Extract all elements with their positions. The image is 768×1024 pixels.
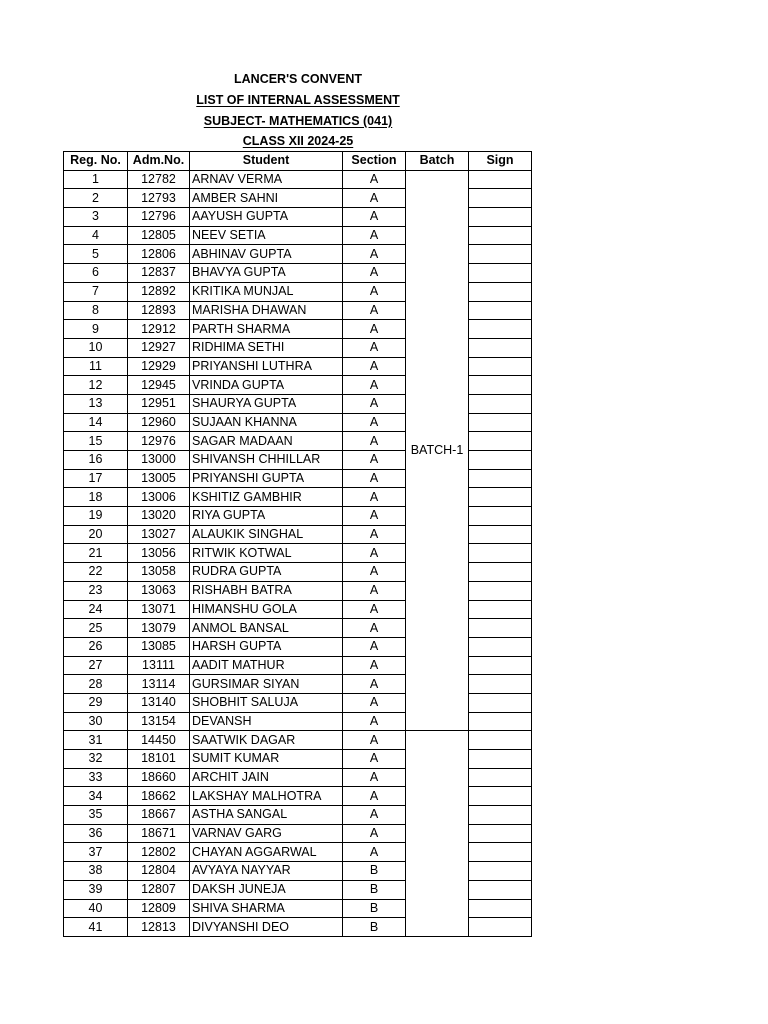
- student-name-cell: MARISHA DHAWAN: [190, 301, 343, 320]
- student-name-cell: CHAYAN AGGARWAL: [190, 843, 343, 862]
- section-cell: A: [343, 170, 406, 189]
- adm-no-cell: 12804: [128, 862, 190, 881]
- adm-no-cell: 12929: [128, 357, 190, 376]
- sign-field[interactable]: [469, 563, 532, 582]
- student-name-cell: SHAURYA GUPTA: [190, 394, 343, 413]
- sign-field[interactable]: [469, 413, 532, 432]
- reg-no-cell: 40: [64, 899, 128, 918]
- section-cell: A: [343, 619, 406, 638]
- adm-no-cell: 12782: [128, 170, 190, 189]
- reg-no-cell: 35: [64, 806, 128, 825]
- adm-no-cell: 13140: [128, 693, 190, 712]
- adm-no-cell: 12945: [128, 376, 190, 395]
- sign-field[interactable]: [469, 226, 532, 245]
- reg-no-cell: 28: [64, 675, 128, 694]
- col-student: Student: [190, 152, 343, 171]
- student-name-cell: AADIT MATHUR: [190, 656, 343, 675]
- adm-no-cell: 13079: [128, 619, 190, 638]
- adm-no-cell: 12960: [128, 413, 190, 432]
- student-name-cell: SHIVA SHARMA: [190, 899, 343, 918]
- reg-no-cell: 33: [64, 768, 128, 787]
- section-cell: B: [343, 880, 406, 899]
- reg-no-cell: 41: [64, 918, 128, 937]
- student-name-cell: SHIVANSH CHHILLAR: [190, 451, 343, 470]
- student-name-cell: SUMIT KUMAR: [190, 750, 343, 769]
- student-name-cell: DEVANSH: [190, 712, 343, 731]
- adm-no-cell: 12927: [128, 338, 190, 357]
- student-name-cell: RIDHIMA SETHI: [190, 338, 343, 357]
- class-title: CLASS XII 2024-25: [242, 134, 354, 148]
- adm-no-cell: 12892: [128, 282, 190, 301]
- table-header-row: [64, 152, 532, 171]
- reg-no-cell: 5: [64, 245, 128, 264]
- adm-no-cell: 13000: [128, 451, 190, 470]
- reg-no-cell: 6: [64, 264, 128, 283]
- adm-no-cell: 13154: [128, 712, 190, 731]
- reg-no-cell: 30: [64, 712, 128, 731]
- section-cell: A: [343, 320, 406, 339]
- section-cell: A: [343, 843, 406, 862]
- section-cell: A: [343, 750, 406, 769]
- section-cell: A: [343, 787, 406, 806]
- student-name-cell: RITWIK KOTWAL: [190, 544, 343, 563]
- reg-no-cell: 14: [64, 413, 128, 432]
- student-name-cell: KRITIKA MUNJAL: [190, 282, 343, 301]
- section-cell: A: [343, 338, 406, 357]
- reg-no-cell: 3: [64, 208, 128, 227]
- sign-field[interactable]: [469, 693, 532, 712]
- sign-field[interactable]: [469, 432, 532, 451]
- student-name-cell: AMBER SAHNI: [190, 189, 343, 208]
- section-cell: A: [343, 581, 406, 600]
- adm-no-cell: 18667: [128, 806, 190, 825]
- adm-no-cell: 12807: [128, 880, 190, 899]
- col-reg-no: Reg. No.: [64, 152, 128, 171]
- adm-no-cell: 12806: [128, 245, 190, 264]
- section-cell: A: [343, 413, 406, 432]
- section-cell: A: [343, 245, 406, 264]
- adm-no-cell: 12805: [128, 226, 190, 245]
- reg-no-cell: 15: [64, 432, 128, 451]
- section-cell: B: [343, 862, 406, 881]
- batch-cell: BATCH-1: [406, 170, 469, 731]
- adm-no-cell: 13006: [128, 488, 190, 507]
- adm-no-cell: 18662: [128, 787, 190, 806]
- reg-no-cell: 38: [64, 862, 128, 881]
- student-name-cell: PRIYANSHI LUTHRA: [190, 357, 343, 376]
- reg-no-cell: 16: [64, 451, 128, 470]
- reg-no-cell: 19: [64, 507, 128, 526]
- sign-field[interactable]: [469, 899, 532, 918]
- section-cell: A: [343, 637, 406, 656]
- student-name-cell: RUDRA GUPTA: [190, 563, 343, 582]
- reg-no-cell: 18: [64, 488, 128, 507]
- col-sign: Sign: [469, 152, 532, 171]
- reg-no-cell: 17: [64, 469, 128, 488]
- school-name: LANCER'S CONVENT: [234, 72, 362, 86]
- reg-no-cell: 1: [64, 170, 128, 189]
- adm-no-cell: 13071: [128, 600, 190, 619]
- student-name-cell: SAGAR MADAAN: [190, 432, 343, 451]
- section-cell: A: [343, 824, 406, 843]
- sign-field[interactable]: [469, 301, 532, 320]
- sign-field[interactable]: [469, 918, 532, 937]
- sign-field[interactable]: [469, 637, 532, 656]
- section-cell: A: [343, 675, 406, 694]
- section-cell: A: [343, 469, 406, 488]
- student-name-cell: HARSH GUPTA: [190, 637, 343, 656]
- reg-no-cell: 29: [64, 693, 128, 712]
- table-row: [64, 170, 532, 189]
- student-name-cell: AAYUSH GUPTA: [190, 208, 343, 227]
- reg-no-cell: 7: [64, 282, 128, 301]
- reg-no-cell: 11: [64, 357, 128, 376]
- section-cell: A: [343, 731, 406, 750]
- section-cell: A: [343, 264, 406, 283]
- reg-no-cell: 34: [64, 787, 128, 806]
- student-name-cell: SAATWIK DAGAR: [190, 731, 343, 750]
- col-batch: Batch: [406, 152, 469, 171]
- student-name-cell: ASTHA SANGAL: [190, 806, 343, 825]
- reg-no-cell: 4: [64, 226, 128, 245]
- reg-no-cell: 39: [64, 880, 128, 899]
- adm-no-cell: 12837: [128, 264, 190, 283]
- sign-field[interactable]: [469, 394, 532, 413]
- reg-no-cell: 21: [64, 544, 128, 563]
- section-cell: A: [343, 394, 406, 413]
- sign-field[interactable]: [469, 208, 532, 227]
- reg-no-cell: 26: [64, 637, 128, 656]
- adm-no-cell: 12796: [128, 208, 190, 227]
- adm-no-cell: 12793: [128, 189, 190, 208]
- reg-no-cell: 10: [64, 338, 128, 357]
- student-name-cell: ANMOL BANSAL: [190, 619, 343, 638]
- batch-cell-empty: [406, 731, 469, 937]
- sign-field[interactable]: [469, 619, 532, 638]
- adm-no-cell: 18671: [128, 824, 190, 843]
- section-cell: A: [343, 189, 406, 208]
- sign-field[interactable]: [469, 843, 532, 862]
- student-name-cell: PARTH SHARMA: [190, 320, 343, 339]
- student-name-cell: SUJAAN KHANNA: [190, 413, 343, 432]
- student-name-cell: NEEV SETIA: [190, 226, 343, 245]
- reg-no-cell: 36: [64, 824, 128, 843]
- student-name-cell: AVYAYA NAYYAR: [190, 862, 343, 881]
- section-cell: A: [343, 451, 406, 470]
- reg-no-cell: 22: [64, 563, 128, 582]
- reg-no-cell: 20: [64, 525, 128, 544]
- sign-field[interactable]: [469, 488, 532, 507]
- sign-field[interactable]: [469, 245, 532, 264]
- sign-field[interactable]: [469, 189, 532, 208]
- sign-field[interactable]: [469, 320, 532, 339]
- section-cell: A: [343, 432, 406, 451]
- section-cell: A: [343, 563, 406, 582]
- reg-no-cell: 2: [64, 189, 128, 208]
- sign-field[interactable]: [469, 656, 532, 675]
- sign-field[interactable]: [469, 712, 532, 731]
- list-title: LIST OF INTERNAL ASSESSMENT: [196, 93, 400, 107]
- sign-field[interactable]: [469, 507, 532, 526]
- sign-field[interactable]: [469, 451, 532, 470]
- adm-no-cell: 13111: [128, 656, 190, 675]
- adm-no-cell: 12951: [128, 394, 190, 413]
- sign-field[interactable]: [469, 862, 532, 881]
- section-cell: A: [343, 656, 406, 675]
- reg-no-cell: 27: [64, 656, 128, 675]
- student-name-cell: DAKSH JUNEJA: [190, 880, 343, 899]
- section-cell: A: [343, 357, 406, 376]
- section-cell: A: [343, 226, 406, 245]
- adm-no-cell: 13005: [128, 469, 190, 488]
- section-cell: A: [343, 544, 406, 563]
- reg-no-cell: 31: [64, 731, 128, 750]
- sign-field[interactable]: [469, 376, 532, 395]
- student-name-cell: ABHINAV GUPTA: [190, 245, 343, 264]
- sign-field[interactable]: [469, 338, 532, 357]
- sign-field[interactable]: [469, 880, 532, 899]
- section-cell: A: [343, 208, 406, 227]
- reg-no-cell: 25: [64, 619, 128, 638]
- section-cell: A: [343, 600, 406, 619]
- section-cell: A: [343, 488, 406, 507]
- sign-field[interactable]: [469, 675, 532, 694]
- sign-field[interactable]: [469, 581, 532, 600]
- adm-no-cell: 12912: [128, 320, 190, 339]
- student-name-cell: DIVYANSHI DEO: [190, 918, 343, 937]
- adm-no-cell: 18101: [128, 750, 190, 769]
- reg-no-cell: 37: [64, 843, 128, 862]
- sign-field[interactable]: [469, 824, 532, 843]
- reg-no-cell: 9: [64, 320, 128, 339]
- assessment-table: [63, 151, 532, 937]
- sign-field[interactable]: [469, 600, 532, 619]
- sign-field[interactable]: [469, 525, 532, 544]
- student-name-cell: BHAVYA GUPTA: [190, 264, 343, 283]
- table-row: [64, 731, 532, 750]
- adm-no-cell: 12893: [128, 301, 190, 320]
- sign-field[interactable]: [469, 768, 532, 787]
- sign-field[interactable]: [469, 731, 532, 750]
- sign-field[interactable]: [469, 787, 532, 806]
- section-cell: A: [343, 301, 406, 320]
- adm-no-cell: 12802: [128, 843, 190, 862]
- section-cell: A: [343, 376, 406, 395]
- section-cell: B: [343, 918, 406, 937]
- reg-no-cell: 24: [64, 600, 128, 619]
- section-cell: A: [343, 525, 406, 544]
- student-name-cell: HIMANSHU GOLA: [190, 600, 343, 619]
- sign-field[interactable]: [469, 750, 532, 769]
- adm-no-cell: 13085: [128, 637, 190, 656]
- sign-field[interactable]: [469, 469, 532, 488]
- reg-no-cell: 12: [64, 376, 128, 395]
- table-body: [64, 170, 532, 936]
- section-cell: A: [343, 768, 406, 787]
- student-name-cell: VARNAV GARG: [190, 824, 343, 843]
- adm-no-cell: 13020: [128, 507, 190, 526]
- adm-no-cell: 14450: [128, 731, 190, 750]
- student-name-cell: VRINDA GUPTA: [190, 376, 343, 395]
- adm-no-cell: 13027: [128, 525, 190, 544]
- student-name-cell: RISHABH BATRA: [190, 581, 343, 600]
- reg-no-cell: 8: [64, 301, 128, 320]
- sign-field[interactable]: [469, 357, 532, 376]
- section-cell: B: [343, 899, 406, 918]
- student-name-cell: ARCHIT JAIN: [190, 768, 343, 787]
- student-name-cell: LAKSHAY MALHOTRA: [190, 787, 343, 806]
- section-cell: A: [343, 282, 406, 301]
- student-name-cell: SHOBHIT SALUJA: [190, 693, 343, 712]
- reg-no-cell: 23: [64, 581, 128, 600]
- section-cell: A: [343, 693, 406, 712]
- sign-field[interactable]: [469, 544, 532, 563]
- sign-field[interactable]: [469, 806, 532, 825]
- section-cell: A: [343, 507, 406, 526]
- reg-no-cell: 32: [64, 750, 128, 769]
- adm-no-cell: 12976: [128, 432, 190, 451]
- adm-no-cell: 13063: [128, 581, 190, 600]
- reg-no-cell: 13: [64, 394, 128, 413]
- student-name-cell: RIYA GUPTA: [190, 507, 343, 526]
- adm-no-cell: 13114: [128, 675, 190, 694]
- student-name-cell: ARNAV VERMA: [190, 170, 343, 189]
- sign-field[interactable]: [469, 264, 532, 283]
- col-adm-no: Adm.No.: [128, 152, 190, 171]
- col-section: Section: [343, 152, 406, 171]
- section-cell: A: [343, 712, 406, 731]
- adm-no-cell: 13058: [128, 563, 190, 582]
- adm-no-cell: 12813: [128, 918, 190, 937]
- student-name-cell: ALAUKIK SINGHAL: [190, 525, 343, 544]
- subject-title: SUBJECT- MATHEMATICS (041): [203, 114, 393, 128]
- sign-field[interactable]: [469, 170, 532, 189]
- student-name-cell: PRIYANSHI GUPTA: [190, 469, 343, 488]
- section-cell: A: [343, 806, 406, 825]
- adm-no-cell: 13056: [128, 544, 190, 563]
- student-name-cell: KSHITIZ GAMBHIR: [190, 488, 343, 507]
- adm-no-cell: 18660: [128, 768, 190, 787]
- student-name-cell: GURSIMAR SIYAN: [190, 675, 343, 694]
- sign-field[interactable]: [469, 282, 532, 301]
- adm-no-cell: 12809: [128, 899, 190, 918]
